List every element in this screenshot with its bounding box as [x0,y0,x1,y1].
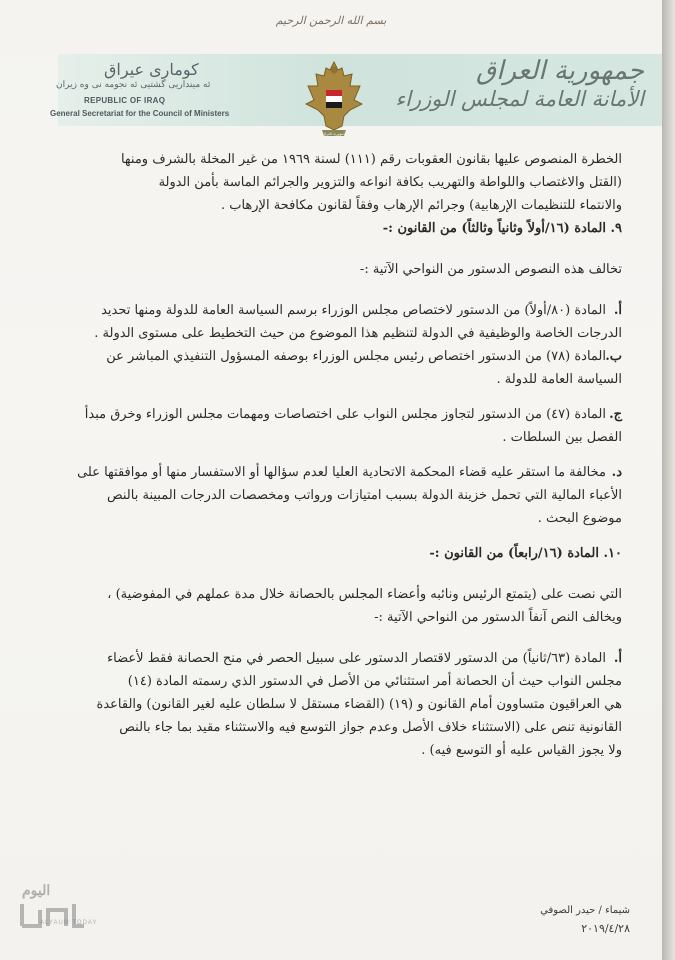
document-body [36,148,622,762]
list-item-line: موضوع البحث . [537,511,622,526]
basmala: بسم الله الرحمن الرحيم [275,14,387,27]
list-item-line: مخالفة ما استقر عليه قضاء المحكمة الاتحادية العليا لعدم سؤالها أو الاستفسار منها أو موافقتها على [77,465,606,480]
signature-name: شيماء / حيدر الصوفي [540,905,630,916]
intro-line: والانتماء للتنظيمات الإرهابية) وجرائم الإرهاب وفقاً لقانون مكافحة الإرهاب . [220,198,622,213]
list-item-line: هي العراقيون متساوون أمام القانون و (١٩) (القضاء مستقل لا سلطان عليه لغير القانون) والقاعدة [96,697,622,712]
list-marker: ج. [609,407,622,422]
list-item-line: مجلس النواب حيث أن الحصانة أمر استثنائي من الأصل في الدستور الذي رسمته المادة (١٤) [127,674,622,689]
emblem-scroll-text: جمهورية العراق [322,132,346,136]
list-item [36,403,622,426]
site-watermark [14,882,104,930]
letterhead-left [44,54,304,126]
list-item-line: المادة (٧٨) من الدستور اختصاص رئيس مجلس الوزراء بوصفه المسؤول التنفيذي المباشر عن [106,349,606,364]
intro-line: (القتل والاغتصاب واللواطة والتهريب بكافة انواعه والتزوير والجرائم الماسة بأمن الدولة [158,175,622,190]
signature-block [520,902,630,938]
english-secretariat: General Secretariat for the Council of Ministers [50,109,230,118]
item-10-line: التي نصت على (يتمتع الرئيس ونائبه وأعضاء المجلس بالحصانة خلال مدة عملهم في المفوضية) ، [107,587,622,602]
list-item-line: الفصل بين السلطات . [502,430,622,445]
arabic-republic: جمهورية العراق [476,56,644,86]
list-item-line: السياسة العامة للدولة . [496,372,622,387]
kurdish-secretariat-name: ئه مينداريى گشتيى ئه نجومه نى وه زيران [56,80,211,90]
signature-date: ٢٠١٩/٤/٢٨ [581,922,630,935]
list-item [36,647,622,670]
item-10-line: ويخالف النص آنفاً الدستور من النواحي الآتية :- [374,610,622,625]
list-item-line: المادة (٤٧) من الدستور لتجاوز مجلس النواب على اختصاصات ومهمات مجلس الوزراء وخرق مبدأ [84,407,606,422]
watermark-arabic: اليوم [22,882,51,898]
list-item-line: الدرجات الخاصة والوظيفية في الدولة لتنظيم هذا الموضوع من حيث التخطيط على مستوى الدولة . [94,326,622,341]
english-republic: REPUBLIC OF IRAQ [84,96,166,105]
arabic-secretariat: الأمانة العامة لمجلس الوزراء [395,87,644,111]
list-item-line: ولا يجوز القياس عليه أو التوسع فيه) . [421,743,622,758]
list-item-line: القانونية تنص على (الاستثناء خلاف الأصل وعدم جواز التوسع فيه والاستثناء مقيد بما جاء بالنص [119,720,622,735]
intro-line: الخطرة المنصوص عليها بقانون العقوبات رقم (١١١) لسنة ١٩٦٩ من غير المخلة بالشرف ومنها [120,152,622,167]
kurdish-country-name: كومارى عيراق [104,60,199,79]
list-marker: أ. [613,303,622,318]
item-10-heading: ١٠. المادة (١٦/رابعاً) من القانون :- [429,546,622,561]
list-item-line: المادة (٨٠/أولاً) من الدستور لاختصاص مجلس الوزراء برسم السياسة العامة للدولة ومنها تحديد [101,303,606,318]
list-item [36,299,622,322]
iraq-eagle-emblem-icon [304,56,364,140]
page-edge [662,0,675,960]
list-item [36,461,622,484]
list-item-line: المادة (٦٣/ثانياً) من الدستور لاقتصار الدستور على سبيل الحصر في منح الحصانة فقط لأعضاء [107,651,606,666]
item-9-subheading: تخالف هذه النصوص الدستور من النواحي الآتية :- [359,262,622,277]
letterhead-right [394,56,644,112]
list-marker: أ. [613,651,622,666]
watermark-english: ALYAUM TODAY [40,920,98,926]
list-item-line: الأعباء المالية التي تحمل خزينة الدولة بسبب امتيازات ورواتب ومخصصات الدرجات المبينة بالنص [106,488,622,503]
item-9-heading: ٩. المادة (١٦/أولاً وثانياً وثالثاً) من القانون :- [382,221,622,236]
list-marker: ب. [605,349,622,364]
list-marker: د. [611,465,622,480]
list-item [36,345,622,368]
